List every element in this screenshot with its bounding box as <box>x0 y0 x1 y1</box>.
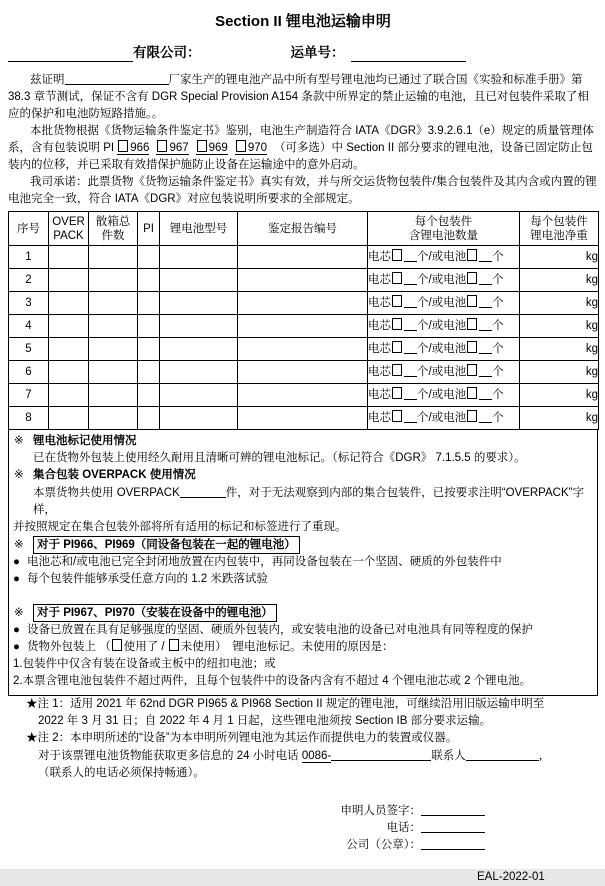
row-index: 6 <box>9 361 49 384</box>
pi-966-checkbox[interactable] <box>118 140 128 152</box>
qty-blank-field[interactable] <box>479 296 492 308</box>
page-title: Section II 锂电池运输申明 <box>215 13 391 30</box>
row-index: 5 <box>9 338 49 361</box>
phone-blank-field[interactable] <box>331 747 431 761</box>
pi-969-label: 969 <box>208 142 228 154</box>
col-header-index: 序号 <box>9 212 49 246</box>
col-header-battery-model: 锂电池型号 <box>160 212 238 246</box>
mark-usage-title: 锂电池标记使用情况 <box>33 435 137 447</box>
unused-reason-1: 1.包装件中仅含有装在设备或主板中的纽扣电池；或 <box>13 658 276 670</box>
certify-rest: 厂家生产的锂电池产品中所有型号锂电池均已通过了联合国《实验和标准手册》第 38.3 章节测试，保证不含有 DGR Special Provision A154 条款中所界定的禁止运输的电池，且已对包装件采取了相应的保护和电池防短路措施。。 <box>8 74 589 120</box>
qty-blank-field[interactable] <box>479 388 492 400</box>
pi966-section-title: 对于 PI966、PI969（同设备包装在一起的锂电池） <box>33 536 300 554</box>
report-no-cell[interactable] <box>238 246 368 269</box>
loose-boxes-cell[interactable] <box>89 292 138 315</box>
qty-blank-field[interactable] <box>479 250 492 262</box>
pi966-bullet-2: ● 每个包装件能够承受任意方向的 1.2 米跌落试验 <box>13 571 593 588</box>
row-index: 2 <box>9 269 49 292</box>
col-header-report-no: 鉴定报告编号 <box>238 212 368 246</box>
qty-blank-field[interactable] <box>479 319 492 331</box>
pi967-bullet-1: ● 设备已放置在具有足够强度的坚固、硬质外包装内，或安装电池的设备已对电池具有同等程度的保护 <box>13 622 593 639</box>
weight-cell[interactable]: kg <box>520 292 599 315</box>
overpack-count-blank-field[interactable] <box>180 484 226 498</box>
weight-cell[interactable]: kg <box>520 269 599 292</box>
battery-checkbox[interactable] <box>467 341 477 353</box>
pi-cell[interactable] <box>138 246 160 269</box>
overpack-cell[interactable] <box>49 338 89 361</box>
table-row <box>9 246 599 269</box>
waybill-label: 运单号： <box>290 45 345 60</box>
qty-blank-field[interactable] <box>479 342 492 354</box>
battery-model-cell[interactable] <box>160 292 238 315</box>
phone-blank-field[interactable] <box>421 819 485 833</box>
loose-boxes-cell[interactable] <box>89 338 138 361</box>
qty-blank-field[interactable] <box>404 342 417 354</box>
qty-blank-field[interactable] <box>479 365 492 377</box>
qty-blank-field[interactable] <box>404 296 417 308</box>
pi-cell[interactable] <box>138 269 160 292</box>
report-no-cell[interactable] <box>238 361 368 384</box>
overpack-cell[interactable] <box>49 384 89 407</box>
overpack-cell[interactable] <box>49 361 89 384</box>
pi967-bullet-2: ● 货物外包装上 （ 使用了 / 未使用） 锂电池标记。未使用的原因是： <box>13 639 593 656</box>
qty-cell[interactable]: 电芯 个/或电池 个 <box>368 407 520 430</box>
bullet-icon: ● <box>13 641 20 653</box>
qty-cell[interactable]: 电芯 个/或电池 个 <box>368 292 520 315</box>
table-row <box>9 338 599 361</box>
report-no-cell[interactable] <box>238 338 368 361</box>
header-line <box>8 44 598 62</box>
phone-prefix: 0086- <box>301 750 332 762</box>
pi-966-label: 966 <box>130 142 150 154</box>
report-no-cell[interactable] <box>238 407 368 430</box>
battery-model-cell[interactable] <box>160 407 238 430</box>
bullet-icon: ● <box>13 573 20 585</box>
overpack-cell[interactable] <box>49 269 89 292</box>
battery-model-cell[interactable] <box>160 338 238 361</box>
mark-usage-title-line <box>13 433 593 450</box>
report-no-cell[interactable] <box>238 269 368 292</box>
table-row <box>9 292 599 315</box>
pi-cell[interactable] <box>138 338 160 361</box>
loose-boxes-cell[interactable] <box>89 315 138 338</box>
pi-cell[interactable] <box>138 315 160 338</box>
cell-checkbox[interactable] <box>392 295 402 307</box>
manufacturer-blank-field[interactable] <box>65 71 169 85</box>
qty-blank-field[interactable] <box>404 388 417 400</box>
loose-boxes-cell[interactable] <box>89 246 138 269</box>
qty-cell[interactable]: 电芯 个/或电池 个 <box>368 384 520 407</box>
cell-checkbox[interactable] <box>392 272 402 284</box>
section-marker: ※ <box>14 539 24 551</box>
battery-model-cell[interactable] <box>160 361 238 384</box>
mark-used-checkbox[interactable] <box>112 639 122 651</box>
col-header-pi: PI <box>138 212 160 246</box>
battery-checkbox[interactable] <box>467 410 477 422</box>
signature-block <box>8 802 485 853</box>
overpack-usage-title-line <box>13 467 593 484</box>
pi-970-checkbox[interactable] <box>236 140 246 152</box>
overpack-cell[interactable] <box>49 315 89 338</box>
report-no-cell[interactable] <box>238 292 368 315</box>
overpack-cell[interactable] <box>49 246 89 269</box>
battery-model-cell[interactable] <box>160 384 238 407</box>
pi-969-option[interactable] <box>196 142 228 155</box>
row-index: 3 <box>9 292 49 315</box>
contact-person-blank-field[interactable] <box>466 747 539 761</box>
shipment-after: （可多选）中 Section II 部分要求的锂电池，设备已固定防止包装内的位移，并已采取有效措保护施防止设备在运输途中的意外启动。 <box>8 142 593 171</box>
qty-blank-field[interactable] <box>404 365 417 377</box>
row-index: 8 <box>9 407 49 430</box>
company-seal-label: 公司（公章）： <box>346 839 421 851</box>
section-marker: ※ <box>14 469 24 481</box>
pi966-section-title-line <box>13 536 593 554</box>
table-row <box>9 384 599 407</box>
waybill-blank-field[interactable] <box>351 48 466 62</box>
qty-blank-field[interactable] <box>404 319 417 331</box>
spacer <box>13 588 593 604</box>
signature-row <box>8 802 485 819</box>
cell-checkbox[interactable] <box>392 249 402 261</box>
pi-969-checkbox[interactable] <box>197 140 207 152</box>
section-marker: ※ <box>14 435 24 447</box>
qty-blank-field[interactable] <box>404 411 417 423</box>
bullet-icon: ● <box>13 556 20 568</box>
notes-box <box>8 430 598 696</box>
contact-line: 对于该票锂电池货物能获取更多信息的 24 小时电话 0086- 联系人 ， <box>38 747 598 765</box>
loose-boxes-cell[interactable] <box>89 384 138 407</box>
company-blank-field[interactable] <box>421 836 485 850</box>
footnote-2: ★注 2：本申明所述的“设备”为本申明所列锂电池为其运作而提供电力的装置或仪器。 <box>26 732 458 744</box>
col-header-overpack: OVER PACK <box>49 212 89 246</box>
row-index: 7 <box>9 384 49 407</box>
table-row <box>9 315 599 338</box>
pi-966-option[interactable] <box>117 142 149 155</box>
mark-usage-body: 已在货物外包装上使用经久耐用且清晰可辨的锂电池标记。（标记符合《DGR》 7.1.5.5 的要求）。 <box>33 452 526 464</box>
paragraph-certify <box>8 71 598 123</box>
table-row <box>9 269 599 292</box>
shipment-before: 本批货物根据《货物运输条件鉴定书》鉴别，电池生产制造符合 IATA《DGR》3.9.2.6.1（e）规定的质量管理体系，含有包装说明 PI <box>8 125 594 154</box>
pi-967-checkbox[interactable] <box>157 140 167 152</box>
battery-checkbox[interactable] <box>467 364 477 376</box>
pi-cell[interactable] <box>138 384 160 407</box>
qty-cell[interactable]: 电芯 个/或电池 个 <box>368 246 520 269</box>
bullet-icon: ● <box>13 624 20 636</box>
footnote-1-line-1: ★注 1：适用 2021 年 62nd DGR PI965 & PI968 Section II 规定的锂电池，可继续沿用旧版运输申明至 <box>26 698 545 710</box>
cell-checkbox[interactable] <box>392 318 402 330</box>
overpack-usage-body-line1: 本票货物共使用 OVERPACK 件，对于无法观察到内部的集合包装件，已按要求注明“OVERPACK”字样， <box>33 484 593 519</box>
overpack-usage-body-line2: 并按照规定在集合包装外部将所有适用的标记和标签进行了重现。 <box>13 521 347 533</box>
overpack-cell[interactable] <box>49 292 89 315</box>
row-index: 4 <box>9 315 49 338</box>
contact-note: （联系人的电话必须保持畅通）。 <box>38 767 205 779</box>
unused-reason-2: 2.本票含锂电池包装件不超过两件，且每个包装件中的设备内含有不超过 4 个锂电池芯或 2 个锂电池。 <box>13 675 532 687</box>
phone-label: 电话： <box>386 822 421 834</box>
company-row <box>8 836 485 853</box>
cell-checkbox[interactable] <box>392 341 402 353</box>
qty-blank-field[interactable] <box>479 273 492 285</box>
pi-967-label: 967 <box>169 142 189 154</box>
pi966-bullet-1: ● 电池芯和/或电池已完全封闭地放置在内包装中，再同设备包装在一个坚固、硬质的外包装件中 <box>13 554 593 571</box>
cell-checkbox[interactable] <box>392 387 402 399</box>
section-marker: ※ <box>14 607 24 619</box>
loose-boxes-cell[interactable] <box>89 269 138 292</box>
signature-blank-field[interactable] <box>421 802 485 816</box>
qty-cell[interactable]: 电芯 个/或电池 个 <box>368 269 520 292</box>
battery-model-cell[interactable] <box>160 315 238 338</box>
cell-checkbox[interactable] <box>392 364 402 376</box>
loose-boxes-cell[interactable] <box>89 407 138 430</box>
weight-cell[interactable]: kg <box>520 384 599 407</box>
pi-970-option[interactable] <box>235 142 267 155</box>
col-header-qty-per-package: 每个包装件 含锂电池数量 <box>368 212 520 246</box>
pi-cell[interactable] <box>138 361 160 384</box>
company-name-blank-field[interactable] <box>8 48 133 62</box>
paragraph-shipment <box>8 123 598 174</box>
qty-cell[interactable]: 电芯 个/或电池 个 <box>368 315 520 338</box>
certify-lead: 兹证明 <box>30 74 65 86</box>
pi967-section-title: 对于 PI967、PI970（安装在设备中的锂电池） <box>33 604 277 622</box>
battery-model-cell[interactable] <box>160 269 238 292</box>
overpack-usage-title: 集合包装 OVERPACK 使用情况 <box>33 469 196 481</box>
qty-blank-field[interactable] <box>479 411 492 423</box>
battery-table <box>8 211 599 430</box>
pi-970-label: 970 <box>247 142 268 154</box>
loose-boxes-cell[interactable] <box>89 361 138 384</box>
pi967-section-title-line <box>13 604 593 622</box>
weight-cell[interactable]: kg <box>520 338 599 361</box>
battery-checkbox[interactable] <box>467 272 477 284</box>
qty-cell[interactable]: 电芯 个/或电池 个 <box>368 338 520 361</box>
weight-cell[interactable]: kg <box>520 246 599 269</box>
overpack-cell[interactable] <box>49 407 89 430</box>
table-header-row <box>9 212 599 246</box>
report-no-cell[interactable] <box>238 315 368 338</box>
qty-blank-field[interactable] <box>404 250 417 262</box>
battery-checkbox[interactable] <box>467 318 477 330</box>
battery-checkbox[interactable] <box>467 387 477 399</box>
battery-checkbox[interactable] <box>467 249 477 261</box>
weight-cell[interactable]: kg <box>520 361 599 384</box>
battery-model-cell[interactable] <box>160 246 238 269</box>
document-code: EAL-2022-01 <box>477 871 545 883</box>
paragraph-promise: 我司承诺：此票货物《货物运输条件鉴定书》真实有效，并与所交运货物包装件/集合包装件及其内含或内置的锂电池完全一致，符合 IATA《DGR》对应包装说明所要求的全部规定。 <box>8 176 597 205</box>
weight-cell[interactable]: kg <box>520 407 599 430</box>
col-header-net-weight: 每个包装件 锂电池净重 <box>520 212 599 246</box>
table-row <box>9 361 599 384</box>
pi-cell[interactable] <box>138 292 160 315</box>
cell-checkbox[interactable] <box>392 410 402 422</box>
qty-blank-field[interactable] <box>404 273 417 285</box>
company-suffix-label: 有限公司： <box>133 45 201 60</box>
phone-row <box>8 819 485 836</box>
footnote-1-line-2: 2022 年 3 月 31 日；自 2022 年 4 月 1 日起，这些锂电池须按 Section IB 部分要求运输。 <box>38 715 492 727</box>
pi-cell[interactable] <box>138 407 160 430</box>
pi-967-option[interactable] <box>156 142 188 155</box>
sign-label: 申明人员签字： <box>340 805 421 817</box>
qty-cell[interactable]: 电芯 个/或电池 个 <box>368 361 520 384</box>
weight-cell[interactable]: kg <box>520 315 599 338</box>
mark-unused-checkbox[interactable] <box>169 639 179 651</box>
report-no-cell[interactable] <box>238 384 368 407</box>
row-index: 1 <box>9 246 49 269</box>
col-header-loose-boxes: 散箱总 件数 <box>89 212 138 246</box>
table-row <box>9 407 599 430</box>
battery-checkbox[interactable] <box>467 295 477 307</box>
